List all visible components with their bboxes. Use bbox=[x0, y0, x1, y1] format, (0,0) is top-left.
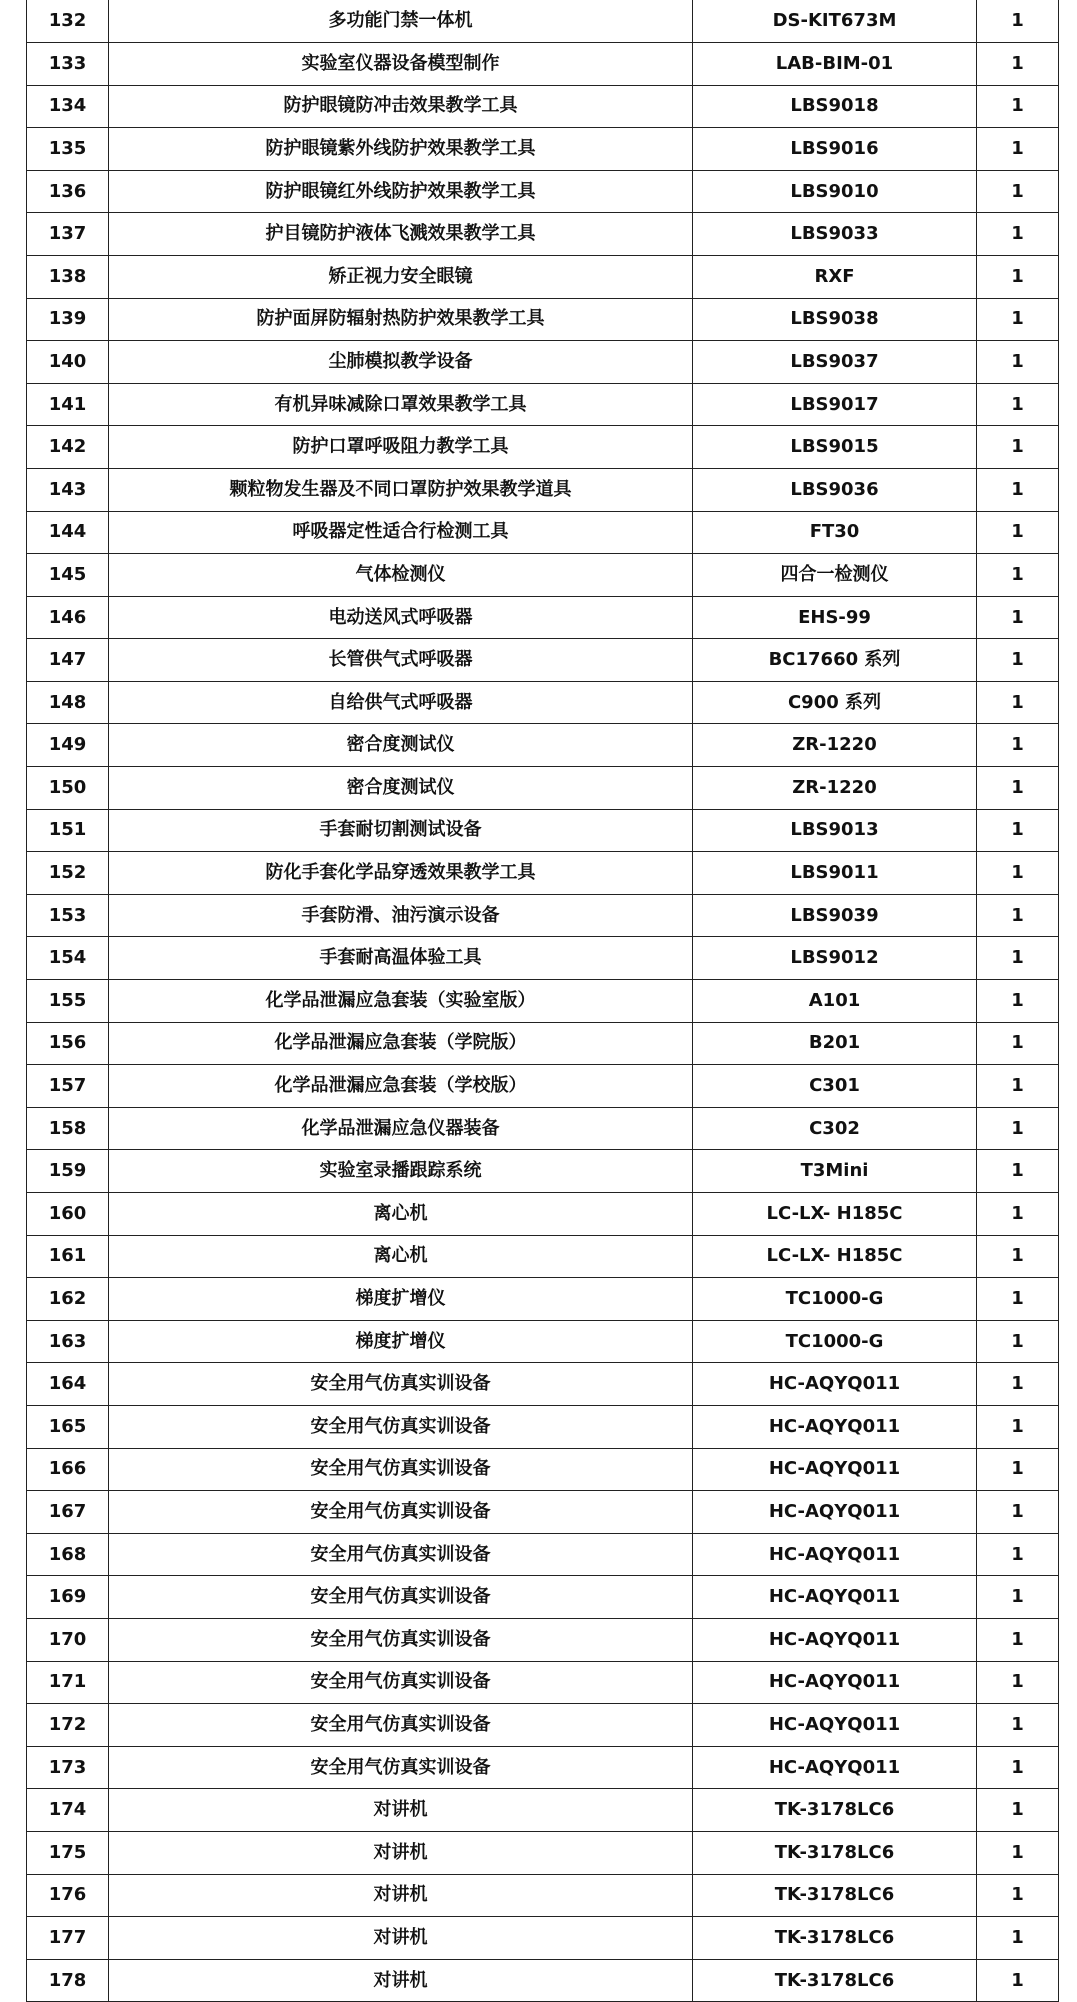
quantity-cell: 1 bbox=[977, 681, 1059, 724]
model-cell: HC-AQYQ011 bbox=[693, 1405, 977, 1448]
quantity-cell: 1 bbox=[977, 1831, 1059, 1874]
equipment-table-container bbox=[26, 0, 1058, 2002]
model-cell: ZR-1220 bbox=[693, 724, 977, 767]
equipment-name-cell: 颗粒物发生器及不同口罩防护效果教学道具 bbox=[109, 468, 693, 511]
table-row bbox=[27, 681, 1059, 724]
model-cell: DS-KIT673M bbox=[693, 0, 977, 42]
equipment-name-cell: 防护口罩呼吸阻力教学工具 bbox=[109, 426, 693, 469]
equipment-name-cell: 安全用气仿真实训设备 bbox=[109, 1405, 693, 1448]
table-row bbox=[27, 1278, 1059, 1321]
model-cell: ZR-1220 bbox=[693, 767, 977, 810]
row-number-cell: 171 bbox=[27, 1661, 109, 1704]
table-row bbox=[27, 1022, 1059, 1065]
model-cell: C302 bbox=[693, 1107, 977, 1150]
table-row bbox=[27, 596, 1059, 639]
row-number-cell: 161 bbox=[27, 1235, 109, 1278]
model-cell: LBS9013 bbox=[693, 809, 977, 852]
equipment-name-cell: 安全用气仿真实训设备 bbox=[109, 1491, 693, 1534]
row-number-cell: 140 bbox=[27, 341, 109, 384]
row-number-cell: 153 bbox=[27, 894, 109, 937]
model-cell: HC-AQYQ011 bbox=[693, 1576, 977, 1619]
quantity-cell: 1 bbox=[977, 1022, 1059, 1065]
equipment-name-cell: 密合度测试仪 bbox=[109, 767, 693, 810]
table-row bbox=[27, 85, 1059, 128]
model-cell: LBS9016 bbox=[693, 128, 977, 171]
table-row bbox=[27, 42, 1059, 85]
quantity-cell: 1 bbox=[977, 1278, 1059, 1321]
model-cell: HC-AQYQ011 bbox=[693, 1704, 977, 1747]
row-number-cell: 152 bbox=[27, 852, 109, 895]
model-cell: C301 bbox=[693, 1065, 977, 1108]
equipment-name-cell: 安全用气仿真实训设备 bbox=[109, 1533, 693, 1576]
model-cell: HC-AQYQ011 bbox=[693, 1491, 977, 1534]
model-cell: T3Mini bbox=[693, 1150, 977, 1193]
model-cell: TK-3178LC6 bbox=[693, 1959, 977, 2002]
table-row bbox=[27, 1746, 1059, 1789]
equipment-name-cell: 对讲机 bbox=[109, 1789, 693, 1832]
equipment-name-cell: 长管供气式呼吸器 bbox=[109, 639, 693, 682]
model-cell: LBS9011 bbox=[693, 852, 977, 895]
row-number-cell: 165 bbox=[27, 1405, 109, 1448]
table-row bbox=[27, 1533, 1059, 1576]
table-row bbox=[27, 1704, 1059, 1747]
model-cell: LBS9038 bbox=[693, 298, 977, 341]
quantity-cell: 1 bbox=[977, 724, 1059, 767]
table-row bbox=[27, 1874, 1059, 1917]
row-number-cell: 174 bbox=[27, 1789, 109, 1832]
model-cell: HC-AQYQ011 bbox=[693, 1661, 977, 1704]
model-cell: LBS9015 bbox=[693, 426, 977, 469]
equipment-name-cell: 密合度测试仪 bbox=[109, 724, 693, 767]
equipment-name-cell: 化学品泄漏应急套装（实验室版） bbox=[109, 980, 693, 1023]
equipment-name-cell: 气体检测仪 bbox=[109, 554, 693, 597]
equipment-name-cell: 对讲机 bbox=[109, 1831, 693, 1874]
table-row bbox=[27, 298, 1059, 341]
table-row bbox=[27, 980, 1059, 1023]
equipment-name-cell: 多功能门禁一体机 bbox=[109, 0, 693, 42]
row-number-cell: 163 bbox=[27, 1320, 109, 1363]
table-row bbox=[27, 809, 1059, 852]
quantity-cell: 1 bbox=[977, 1150, 1059, 1193]
quantity-cell: 1 bbox=[977, 1405, 1059, 1448]
row-number-cell: 156 bbox=[27, 1022, 109, 1065]
row-number-cell: 143 bbox=[27, 468, 109, 511]
table-row bbox=[27, 383, 1059, 426]
row-number-cell: 172 bbox=[27, 1704, 109, 1747]
row-number-cell: 169 bbox=[27, 1576, 109, 1619]
row-number-cell: 154 bbox=[27, 937, 109, 980]
row-number-cell: 146 bbox=[27, 596, 109, 639]
table-row bbox=[27, 468, 1059, 511]
equipment-name-cell: 呼吸器定性适合行检测工具 bbox=[109, 511, 693, 554]
model-cell: LBS9039 bbox=[693, 894, 977, 937]
quantity-cell: 1 bbox=[977, 1107, 1059, 1150]
row-number-cell: 137 bbox=[27, 213, 109, 256]
equipment-name-cell: 梯度扩增仪 bbox=[109, 1320, 693, 1363]
quantity-cell: 1 bbox=[977, 85, 1059, 128]
row-number-cell: 149 bbox=[27, 724, 109, 767]
table-row bbox=[27, 1491, 1059, 1534]
model-cell: 四合一检测仪 bbox=[693, 554, 977, 597]
quantity-cell: 1 bbox=[977, 852, 1059, 895]
equipment-name-cell: 手套防滑、油污演示设备 bbox=[109, 894, 693, 937]
row-number-cell: 148 bbox=[27, 681, 109, 724]
model-cell: TC1000-G bbox=[693, 1320, 977, 1363]
model-cell: HC-AQYQ011 bbox=[693, 1448, 977, 1491]
quantity-cell: 1 bbox=[977, 554, 1059, 597]
equipment-name-cell: 矫正视力安全眼镜 bbox=[109, 255, 693, 298]
row-number-cell: 173 bbox=[27, 1746, 109, 1789]
quantity-cell: 1 bbox=[977, 341, 1059, 384]
table-row bbox=[27, 1959, 1059, 2002]
model-cell: HC-AQYQ011 bbox=[693, 1533, 977, 1576]
model-cell: C900 系列 bbox=[693, 681, 977, 724]
quantity-cell: 1 bbox=[977, 1959, 1059, 2002]
quantity-cell: 1 bbox=[977, 1533, 1059, 1576]
model-cell: LBS9018 bbox=[693, 85, 977, 128]
table-row bbox=[27, 1065, 1059, 1108]
equipment-name-cell: 自给供气式呼吸器 bbox=[109, 681, 693, 724]
quantity-cell: 1 bbox=[977, 128, 1059, 171]
row-number-cell: 157 bbox=[27, 1065, 109, 1108]
equipment-name-cell: 化学品泄漏应急套装（学院版） bbox=[109, 1022, 693, 1065]
quantity-cell: 1 bbox=[977, 1917, 1059, 1960]
quantity-cell: 1 bbox=[977, 1874, 1059, 1917]
model-cell: BC17660 系列 bbox=[693, 639, 977, 682]
table-row bbox=[27, 1576, 1059, 1619]
model-cell: LBS9033 bbox=[693, 213, 977, 256]
quantity-cell: 1 bbox=[977, 170, 1059, 213]
row-number-cell: 158 bbox=[27, 1107, 109, 1150]
table-row bbox=[27, 1831, 1059, 1874]
row-number-cell: 170 bbox=[27, 1618, 109, 1661]
quantity-cell: 1 bbox=[977, 894, 1059, 937]
quantity-cell: 1 bbox=[977, 213, 1059, 256]
equipment-name-cell: 安全用气仿真实训设备 bbox=[109, 1576, 693, 1619]
model-cell: RXF bbox=[693, 255, 977, 298]
row-number-cell: 175 bbox=[27, 1831, 109, 1874]
row-number-cell: 159 bbox=[27, 1150, 109, 1193]
row-number-cell: 176 bbox=[27, 1874, 109, 1917]
equipment-name-cell: 手套耐高温体验工具 bbox=[109, 937, 693, 980]
model-cell: LBS9037 bbox=[693, 341, 977, 384]
table-row bbox=[27, 1107, 1059, 1150]
table-row bbox=[27, 170, 1059, 213]
table-row bbox=[27, 1448, 1059, 1491]
table-row bbox=[27, 1193, 1059, 1236]
quantity-cell: 1 bbox=[977, 1363, 1059, 1406]
quantity-cell: 1 bbox=[977, 1746, 1059, 1789]
quantity-cell: 1 bbox=[977, 1235, 1059, 1278]
table-row bbox=[27, 255, 1059, 298]
quantity-cell: 1 bbox=[977, 596, 1059, 639]
quantity-cell: 1 bbox=[977, 767, 1059, 810]
row-number-cell: 162 bbox=[27, 1278, 109, 1321]
row-number-cell: 142 bbox=[27, 426, 109, 469]
model-cell: EHS-99 bbox=[693, 596, 977, 639]
quantity-cell: 1 bbox=[977, 1618, 1059, 1661]
model-cell: B201 bbox=[693, 1022, 977, 1065]
quantity-cell: 1 bbox=[977, 1704, 1059, 1747]
row-number-cell: 144 bbox=[27, 511, 109, 554]
row-number-cell: 145 bbox=[27, 554, 109, 597]
equipment-name-cell: 对讲机 bbox=[109, 1959, 693, 2002]
model-cell: A101 bbox=[693, 980, 977, 1023]
row-number-cell: 166 bbox=[27, 1448, 109, 1491]
quantity-cell: 1 bbox=[977, 1065, 1059, 1108]
equipment-table-body bbox=[27, 0, 1059, 2002]
quantity-cell: 1 bbox=[977, 298, 1059, 341]
equipment-name-cell: 防护面屏防辐射热防护效果教学工具 bbox=[109, 298, 693, 341]
quantity-cell: 1 bbox=[977, 980, 1059, 1023]
equipment-name-cell: 离心机 bbox=[109, 1193, 693, 1236]
model-cell: LAB-BIM-01 bbox=[693, 42, 977, 85]
table-row bbox=[27, 767, 1059, 810]
table-row bbox=[27, 1618, 1059, 1661]
quantity-cell: 1 bbox=[977, 1320, 1059, 1363]
row-number-cell: 139 bbox=[27, 298, 109, 341]
equipment-name-cell: 防护眼镜红外线防护效果教学工具 bbox=[109, 170, 693, 213]
quantity-cell: 1 bbox=[977, 1661, 1059, 1704]
row-number-cell: 168 bbox=[27, 1533, 109, 1576]
equipment-name-cell: 安全用气仿真实训设备 bbox=[109, 1746, 693, 1789]
quantity-cell: 1 bbox=[977, 468, 1059, 511]
row-number-cell: 134 bbox=[27, 85, 109, 128]
equipment-name-cell: 安全用气仿真实训设备 bbox=[109, 1661, 693, 1704]
model-cell: TK-3178LC6 bbox=[693, 1917, 977, 1960]
table-row bbox=[27, 852, 1059, 895]
equipment-name-cell: 化学品泄漏应急套装（学校版） bbox=[109, 1065, 693, 1108]
row-number-cell: 178 bbox=[27, 1959, 109, 2002]
table-row bbox=[27, 1661, 1059, 1704]
model-cell: HC-AQYQ011 bbox=[693, 1746, 977, 1789]
model-cell: LC-LX- H185C bbox=[693, 1193, 977, 1236]
table-row bbox=[27, 1789, 1059, 1832]
table-row bbox=[27, 0, 1059, 42]
equipment-name-cell: 对讲机 bbox=[109, 1917, 693, 1960]
table-row bbox=[27, 1405, 1059, 1448]
equipment-name-cell: 手套耐切割测试设备 bbox=[109, 809, 693, 852]
equipment-name-cell: 防化手套化学品穿透效果教学工具 bbox=[109, 852, 693, 895]
row-number-cell: 151 bbox=[27, 809, 109, 852]
model-cell: HC-AQYQ011 bbox=[693, 1363, 977, 1406]
table-row bbox=[27, 1235, 1059, 1278]
model-cell: TK-3178LC6 bbox=[693, 1831, 977, 1874]
quantity-cell: 1 bbox=[977, 1193, 1059, 1236]
quantity-cell: 1 bbox=[977, 639, 1059, 682]
equipment-name-cell: 化学品泄漏应急仪器装备 bbox=[109, 1107, 693, 1150]
equipment-name-cell: 离心机 bbox=[109, 1235, 693, 1278]
equipment-name-cell: 护目镜防护液体飞溅效果教学工具 bbox=[109, 213, 693, 256]
quantity-cell: 1 bbox=[977, 1448, 1059, 1491]
equipment-table bbox=[26, 0, 1059, 2002]
quantity-cell: 1 bbox=[977, 809, 1059, 852]
table-row bbox=[27, 511, 1059, 554]
table-row bbox=[27, 554, 1059, 597]
quantity-cell: 1 bbox=[977, 1576, 1059, 1619]
table-row bbox=[27, 1917, 1059, 1960]
quantity-cell: 1 bbox=[977, 426, 1059, 469]
row-number-cell: 147 bbox=[27, 639, 109, 682]
table-row bbox=[27, 426, 1059, 469]
equipment-name-cell: 实验室录播跟踪系统 bbox=[109, 1150, 693, 1193]
table-row bbox=[27, 937, 1059, 980]
equipment-name-cell: 安全用气仿真实训设备 bbox=[109, 1704, 693, 1747]
table-row bbox=[27, 724, 1059, 767]
equipment-name-cell: 防护眼镜防冲击效果教学工具 bbox=[109, 85, 693, 128]
quantity-cell: 1 bbox=[977, 0, 1059, 42]
model-cell: LBS9010 bbox=[693, 170, 977, 213]
row-number-cell: 138 bbox=[27, 255, 109, 298]
row-number-cell: 164 bbox=[27, 1363, 109, 1406]
model-cell: TK-3178LC6 bbox=[693, 1789, 977, 1832]
model-cell: FT30 bbox=[693, 511, 977, 554]
row-number-cell: 141 bbox=[27, 383, 109, 426]
table-row bbox=[27, 213, 1059, 256]
model-cell: HC-AQYQ011 bbox=[693, 1618, 977, 1661]
equipment-name-cell: 防护眼镜紫外线防护效果教学工具 bbox=[109, 128, 693, 171]
equipment-name-cell: 安全用气仿真实训设备 bbox=[109, 1618, 693, 1661]
table-row bbox=[27, 1363, 1059, 1406]
row-number-cell: 160 bbox=[27, 1193, 109, 1236]
row-number-cell: 136 bbox=[27, 170, 109, 213]
table-row bbox=[27, 128, 1059, 171]
table-row bbox=[27, 894, 1059, 937]
quantity-cell: 1 bbox=[977, 42, 1059, 85]
quantity-cell: 1 bbox=[977, 383, 1059, 426]
table-row bbox=[27, 1150, 1059, 1193]
row-number-cell: 150 bbox=[27, 767, 109, 810]
row-number-cell: 177 bbox=[27, 1917, 109, 1960]
table-row bbox=[27, 1320, 1059, 1363]
quantity-cell: 1 bbox=[977, 937, 1059, 980]
quantity-cell: 1 bbox=[977, 1491, 1059, 1534]
quantity-cell: 1 bbox=[977, 255, 1059, 298]
model-cell: LBS9017 bbox=[693, 383, 977, 426]
quantity-cell: 1 bbox=[977, 1789, 1059, 1832]
row-number-cell: 133 bbox=[27, 42, 109, 85]
equipment-name-cell: 电动送风式呼吸器 bbox=[109, 596, 693, 639]
equipment-name-cell: 实验室仪器设备模型制作 bbox=[109, 42, 693, 85]
row-number-cell: 135 bbox=[27, 128, 109, 171]
model-cell: LC-LX- H185C bbox=[693, 1235, 977, 1278]
model-cell: TC1000-G bbox=[693, 1278, 977, 1321]
equipment-name-cell: 梯度扩增仪 bbox=[109, 1278, 693, 1321]
row-number-cell: 132 bbox=[27, 0, 109, 42]
equipment-name-cell: 有机异味减除口罩效果教学工具 bbox=[109, 383, 693, 426]
model-cell: TK-3178LC6 bbox=[693, 1874, 977, 1917]
quantity-cell: 1 bbox=[977, 511, 1059, 554]
equipment-name-cell: 安全用气仿真实训设备 bbox=[109, 1448, 693, 1491]
model-cell: LBS9012 bbox=[693, 937, 977, 980]
equipment-name-cell: 安全用气仿真实训设备 bbox=[109, 1363, 693, 1406]
equipment-name-cell: 尘肺模拟教学设备 bbox=[109, 341, 693, 384]
table-row bbox=[27, 639, 1059, 682]
equipment-name-cell: 对讲机 bbox=[109, 1874, 693, 1917]
row-number-cell: 155 bbox=[27, 980, 109, 1023]
table-row bbox=[27, 341, 1059, 384]
model-cell: LBS9036 bbox=[693, 468, 977, 511]
row-number-cell: 167 bbox=[27, 1491, 109, 1534]
